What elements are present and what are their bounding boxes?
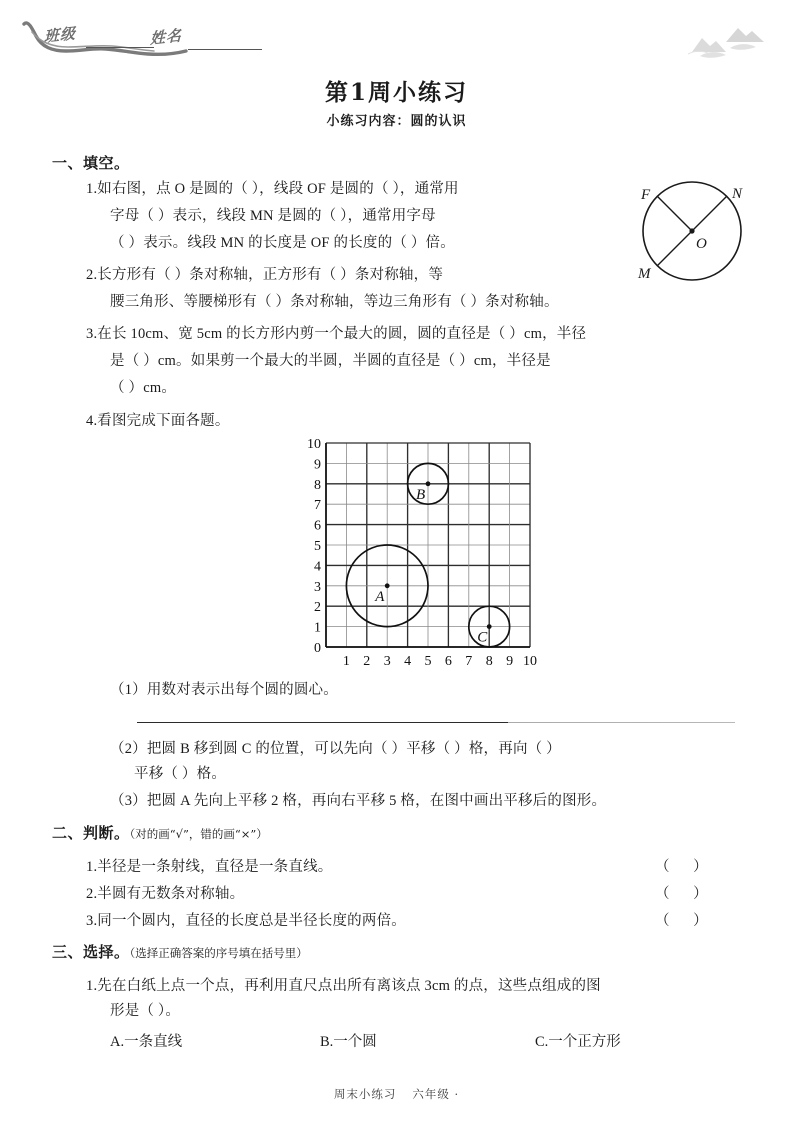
grid-circle-a-label: A bbox=[375, 588, 385, 605]
choice-option-b-text: 一个圆 bbox=[333, 1034, 377, 1050]
svg-text:2: 2 bbox=[314, 600, 321, 616]
grid-circle-b-label: B bbox=[416, 486, 426, 503]
question-3-line-2: 是（ ）cm。如果剪一个最大的半圆，半圆的直径是（ ）cm，半径是 bbox=[110, 353, 551, 369]
answer-write-line[interactable] bbox=[137, 722, 735, 723]
judge-item-3-text: 3.同一个圆内，直径的长度总是半径长度的两倍。 bbox=[86, 913, 406, 929]
label-M: M bbox=[638, 266, 651, 282]
grid-lines bbox=[326, 443, 530, 647]
question-4-sub-2-line-1: （2）把圆 B 移到圆 C 的位置，可以先向（ ）平移（ ）格，再向（ ） bbox=[110, 741, 561, 757]
svg-text:4: 4 bbox=[404, 654, 412, 669]
question-4-sub-3: （3）把圆 A 先向上平移 2 格，再向右平移 5 格，在图中画出平移后的图形。 bbox=[110, 793, 607, 809]
choice-option-a-text: 一条直线 bbox=[124, 1034, 183, 1050]
section-choice-label: 三、选择。 bbox=[52, 943, 130, 961]
question-2-line-1: 2.长方形有（ ）条对称轴，正方形有（ ）条对称轴，等 bbox=[86, 267, 444, 283]
label-O: O bbox=[696, 236, 707, 252]
title-block bbox=[0, 79, 793, 129]
question-4-sub-1: （1）用数对表示出每个圆的圆心。 bbox=[110, 682, 338, 698]
question-2-line-2: 腰三角形、等腰梯形有（ ）条对称轴，等边三角形有（ ）条对称轴。 bbox=[110, 294, 559, 310]
svg-text:8: 8 bbox=[314, 477, 321, 493]
svg-text:2: 2 bbox=[363, 654, 371, 669]
section-heading-fill-in bbox=[52, 152, 130, 173]
section-judge-label: 二、判断。 bbox=[52, 824, 130, 842]
svg-text:4: 4 bbox=[314, 559, 321, 575]
svg-text:3: 3 bbox=[383, 654, 391, 669]
question-1-line-3: （ ）表示。线段 MN 的长度是 OF 的长度的（ ）倍。 bbox=[110, 235, 455, 251]
svg-text:1: 1 bbox=[342, 654, 350, 669]
label-F: F bbox=[641, 187, 651, 203]
page-header bbox=[0, 0, 793, 68]
judge-item-3-answer-box[interactable]: （ ） bbox=[655, 913, 718, 929]
svg-text:5: 5 bbox=[314, 539, 321, 554]
judge-item-2-text: 2.半圆有无数条对称轴。 bbox=[86, 886, 245, 902]
judge-item-1-answer-box[interactable]: （ ） bbox=[655, 859, 718, 875]
question-3-line-3: （ ）cm。 bbox=[110, 380, 177, 396]
question-3-line-1: 3.在长 10cm、宽 5cm 的长方形内剪一个最大的圆，圆的直径是（ ）cm，半径 bbox=[86, 326, 587, 342]
choice-option-c-key: C. bbox=[535, 1034, 549, 1050]
circle-center-point bbox=[689, 228, 694, 233]
section-choice-hint: （选择正确答案的序号填在括号里） bbox=[129, 946, 308, 960]
choice-option-a[interactable] bbox=[110, 1030, 182, 1051]
svg-text:9: 9 bbox=[506, 654, 514, 669]
grid-tick-labels bbox=[307, 437, 537, 669]
svg-text:6: 6 bbox=[314, 518, 321, 534]
svg-text:9: 9 bbox=[314, 457, 321, 473]
coordinate-grid-figure bbox=[296, 428, 546, 676]
label-N: N bbox=[732, 186, 743, 202]
choice-option-c-text: 一个正方形 bbox=[548, 1034, 621, 1050]
svg-text:3: 3 bbox=[314, 579, 321, 595]
footer-right-text: 六年级 · bbox=[412, 1087, 460, 1101]
name-write-line[interactable] bbox=[188, 49, 262, 50]
page-subtitle: 小练习内容：圆的认识 bbox=[326, 114, 467, 129]
footer-left-text: 周末小练习 bbox=[333, 1087, 397, 1101]
choice-option-b-key: B. bbox=[320, 1034, 334, 1050]
name-field-label: 姓名 bbox=[150, 26, 182, 48]
question-4-sub-2-line-2: 平移（ ）格。 bbox=[134, 766, 227, 782]
choice-question-line-1: 1.先在白纸上点一个点，再利用直尺点出所有离该点 3cm 的点，这些点组成的图 bbox=[86, 978, 601, 994]
grid-circle-c-label: C bbox=[477, 629, 488, 646]
svg-text:8: 8 bbox=[485, 654, 493, 669]
circle-diagram-figure bbox=[612, 172, 772, 290]
grid-circle-c-center-point bbox=[487, 624, 492, 629]
judge-item-2-answer-box[interactable]: （ ） bbox=[655, 886, 718, 902]
question-1-line-1: 1.如右图，点 O 是圆的（ ），线段 OF 是圆的（ ），通常用 bbox=[86, 181, 459, 197]
section-heading-choice bbox=[52, 941, 308, 962]
svg-text:6: 6 bbox=[444, 654, 452, 669]
section-fill-label: 一、填空。 bbox=[52, 154, 130, 172]
question-4-prompt: 4.看图完成下面各题。 bbox=[86, 413, 230, 429]
grid-circle-a-center-point bbox=[385, 583, 390, 588]
svg-text:10: 10 bbox=[523, 654, 537, 669]
choice-question-line-2: 形是（ ）。 bbox=[110, 1003, 181, 1019]
choice-option-c[interactable] bbox=[535, 1030, 621, 1051]
page-title: 第1周小练习 bbox=[324, 79, 468, 106]
section-judge-hint: （对的画“√”，错的画“×”） bbox=[129, 827, 268, 841]
choice-option-b[interactable] bbox=[320, 1030, 377, 1051]
judge-item-1-text: 1.半径是一条射线，直径是一条直线。 bbox=[86, 859, 333, 875]
section-heading-judgement bbox=[52, 822, 268, 843]
mountain-ink-decoration bbox=[686, 24, 782, 64]
svg-text:7: 7 bbox=[314, 498, 321, 514]
svg-text:1: 1 bbox=[314, 620, 321, 636]
svg-text:5: 5 bbox=[424, 654, 432, 669]
svg-text:0: 0 bbox=[314, 641, 321, 656]
question-1-line-2: 字母（ ）表示，线段 MN 是圆的（ ），通常用字母 bbox=[110, 208, 436, 224]
svg-text:10: 10 bbox=[307, 437, 321, 452]
grid-circle-b-center-point bbox=[426, 481, 431, 486]
svg-text:7: 7 bbox=[465, 654, 473, 669]
class-write-line[interactable] bbox=[86, 47, 154, 48]
choice-option-a-key: A. bbox=[110, 1034, 125, 1050]
page-footer bbox=[0, 1086, 793, 1102]
class-field-label: 班级 bbox=[44, 24, 76, 46]
